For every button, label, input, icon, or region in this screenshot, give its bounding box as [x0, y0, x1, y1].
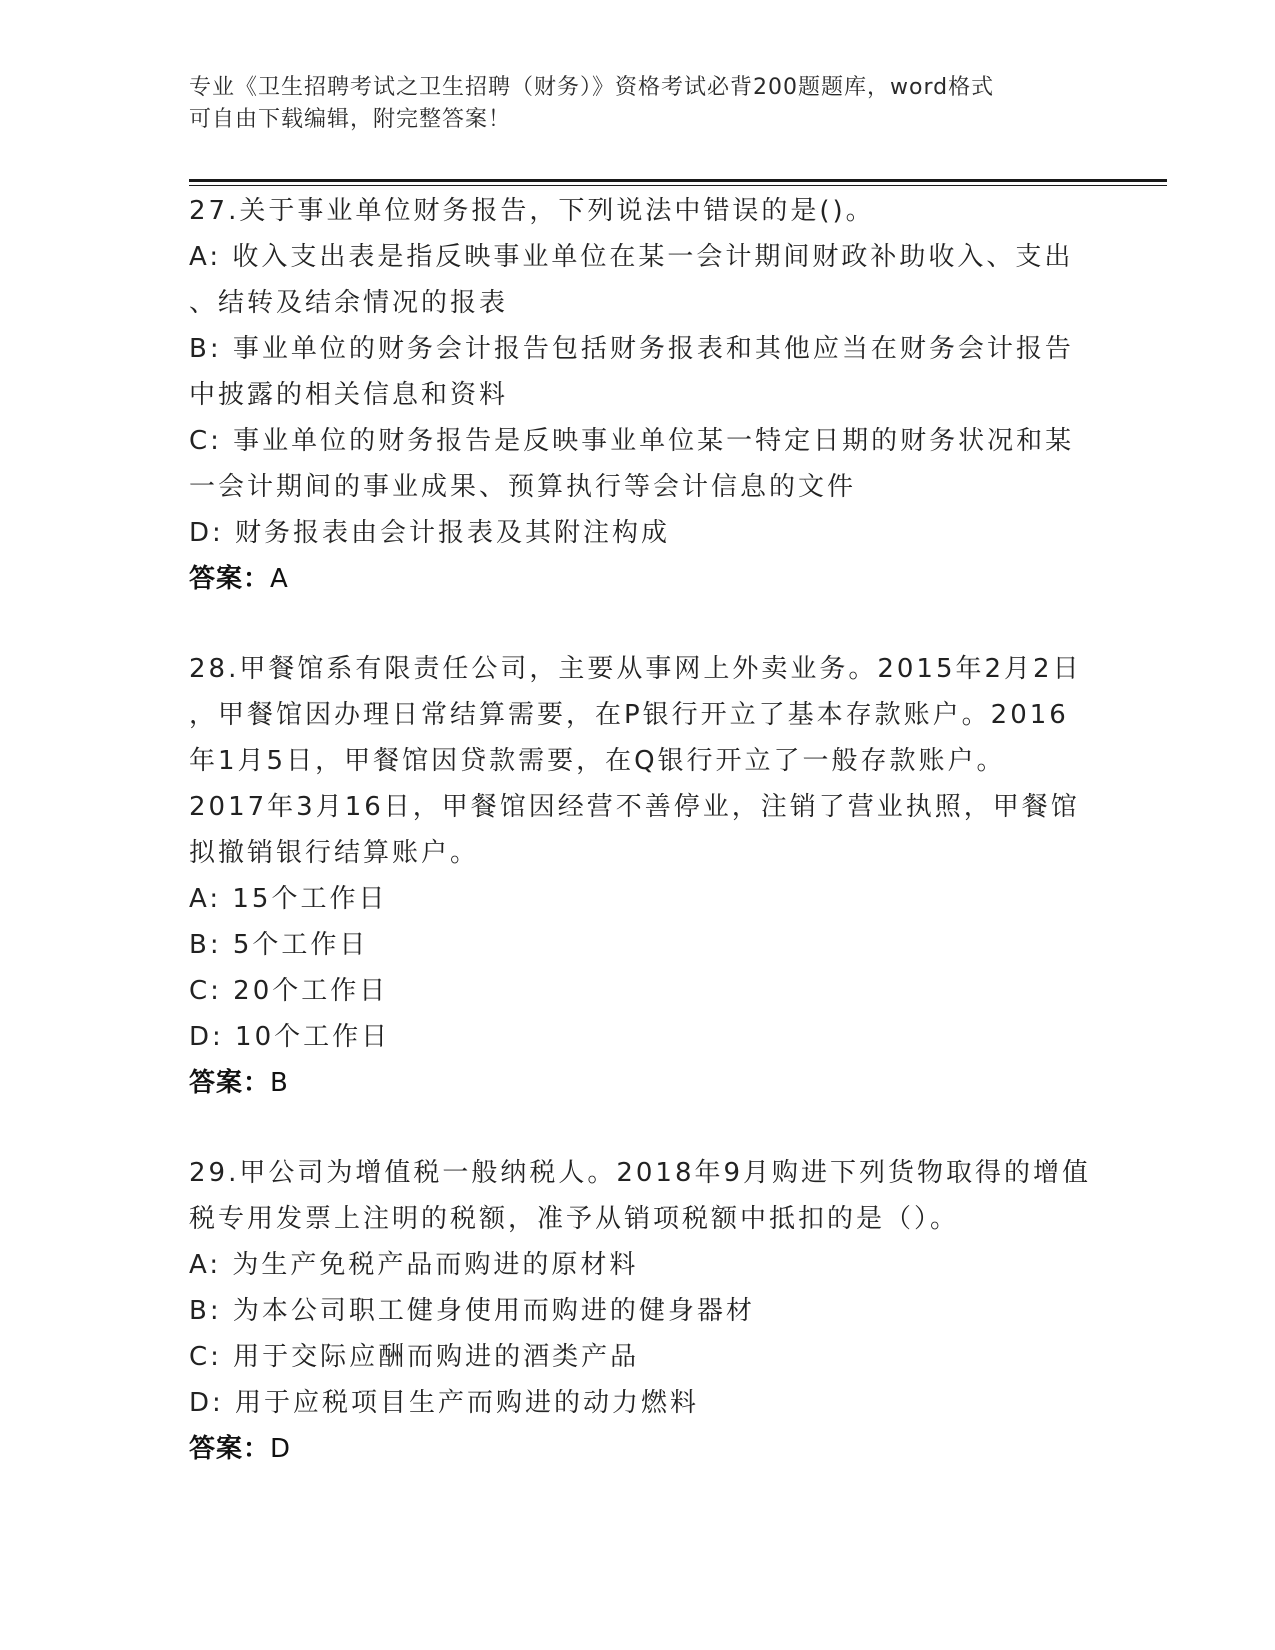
option-a-continued: 、结转及结余情况的报表 — [189, 288, 509, 318]
answer-line — [189, 1426, 1089, 1472]
document-header — [189, 72, 1089, 136]
question-stem-continued: 税专用发票上注明的税额，准予从销项税额中抵扣的是（）。 — [189, 1204, 960, 1234]
option-a: A: 为生产免税产品而购进的原材料 — [189, 1250, 639, 1280]
answer-label: 答案： — [189, 1434, 271, 1464]
answer-value: D — [270, 1434, 292, 1464]
option-c: C: 用于交际应酬而购进的酒类产品 — [189, 1342, 640, 1372]
answer-label: 答案： — [189, 564, 271, 594]
option-a: A: 15个工作日 — [189, 884, 388, 914]
header-line-1: 专业《卫生招聘考试之卫生招聘（财务）》资格考试必背200题题库，word格式 — [189, 75, 995, 100]
question-stem-continued: 拟撤销银行结算账户。 — [189, 838, 480, 868]
option-d: D: 10个工作日 — [189, 1022, 391, 1052]
header-divider-thin — [189, 185, 1167, 186]
option-d: D: 财务报表由会计报表及其附注构成 — [189, 518, 671, 548]
answer-line — [189, 1060, 1089, 1106]
header-line-2: 可自由下载编辑，附完整答案！ — [189, 107, 512, 132]
question-spacer — [189, 602, 1089, 646]
option-a: A: 收入支出表是指反映事业单位在某一会计期间财政补助收入、支出 — [189, 242, 1074, 272]
option-c-continued: 一会计期间的事业成果、预算执行等会计信息的文件 — [189, 472, 857, 502]
question-stem-continued: 2017年3月16日，甲餐馆因经营不善停业，注销了营业执照，甲餐馆 — [189, 792, 1080, 822]
option-b: B: 5个工作日 — [189, 930, 369, 960]
question-stem-continued: ，甲餐馆因办理日常结算需要，在P银行开立了基本存款账户。2016 — [189, 700, 1069, 730]
header-divider-thick — [189, 179, 1167, 182]
option-b-continued: 中披露的相关信息和资料 — [189, 380, 509, 410]
option-d: D: 用于应税项目生产而购进的动力燃料 — [189, 1388, 700, 1418]
question-29 — [189, 1150, 1092, 1472]
option-b: B: 为本公司职工健身使用而购进的健身器材 — [189, 1296, 755, 1326]
question-stem: 27.关于事业单位财务报告，下列说法中错误的是()。 — [189, 196, 875, 226]
question-stem: 28.甲餐馆系有限责任公司，主要从事网上外卖业务。2015年2月2日 — [189, 654, 1082, 684]
question-stem-continued: 年1月5日，甲餐馆因贷款需要，在Q银行开立了一般存款账户。 — [189, 746, 1006, 776]
option-c: C: 事业单位的财务报告是反映事业单位某一特定日期的财务状况和某 — [189, 426, 1075, 456]
option-b: B: 事业单位的财务会计报告包括财务报表和其他应当在财务会计报告 — [189, 334, 1074, 364]
question-27 — [189, 188, 1089, 602]
question-stem: 29.甲公司为增值税一般纳税人。2018年9月购进下列货物取得的增值 — [189, 1158, 1092, 1188]
question-28 — [189, 646, 1089, 1106]
answer-label: 答案： — [189, 1068, 271, 1098]
question-spacer — [189, 1106, 1089, 1150]
answer-value: B — [270, 1068, 289, 1098]
option-c: C: 20个工作日 — [189, 976, 389, 1006]
answer-value: A — [270, 564, 289, 594]
question-list — [189, 188, 1092, 1472]
answer-line — [189, 556, 1089, 602]
